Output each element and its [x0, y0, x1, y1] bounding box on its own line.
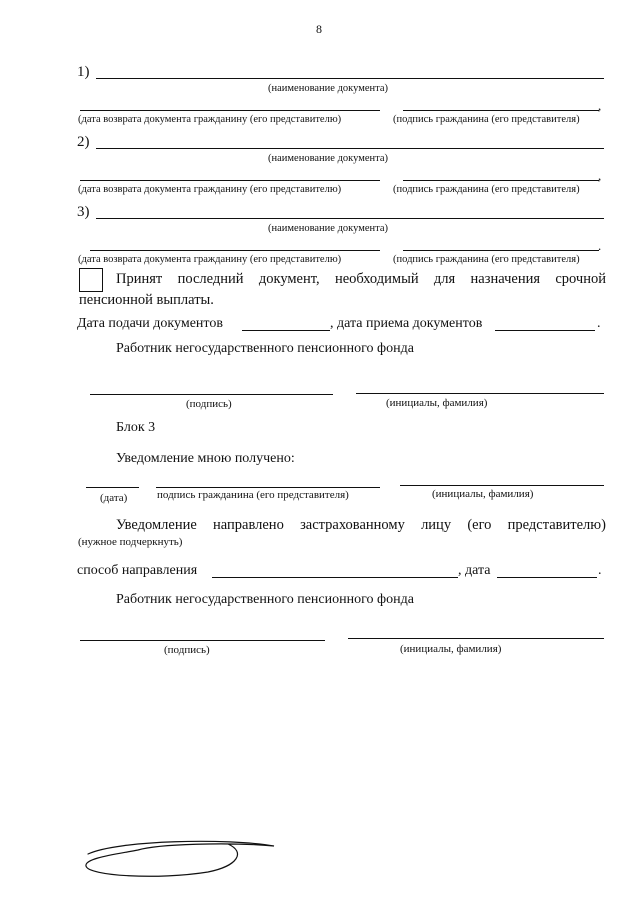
worker-signature-line[interactable]	[80, 640, 325, 641]
signature-line[interactable]	[403, 110, 599, 111]
return-date-line[interactable]	[90, 250, 380, 251]
receipt-initials-line[interactable]	[400, 485, 604, 486]
receipt-signature-caption: подпись гражданина (его представителя)	[157, 489, 349, 501]
worker-signature-caption: (подпись)	[164, 644, 210, 656]
delivery-method-line[interactable]	[212, 577, 458, 578]
receipt-date-line[interactable]	[86, 487, 139, 488]
delivery-end: .	[598, 563, 602, 578]
delivery-date-line[interactable]	[497, 577, 597, 578]
return-date-caption: (дата возврата документа гражданину (его представителю)	[78, 254, 342, 265]
document-name-caption: (наименование документа)	[268, 153, 389, 164]
receipt-signature-line[interactable]	[156, 487, 380, 488]
underline-note: (нужное подчеркнуть)	[78, 536, 183, 548]
signature-caption: (подпись гражданина (его представителя)	[393, 184, 580, 195]
worker-signature-line[interactable]	[90, 394, 333, 395]
document-name-line[interactable]	[96, 78, 604, 79]
worker-initials-line[interactable]	[348, 638, 604, 639]
worker-initials-caption: (инициалы, фамилия)	[400, 643, 502, 655]
delivery-method-label: способ направления	[77, 563, 198, 578]
item-number: 2)	[77, 134, 90, 150]
handwritten-signature	[78, 832, 288, 892]
worker-initials-caption: (инициалы, фамилия)	[386, 397, 488, 409]
separator: .	[598, 238, 602, 253]
signature-caption: (подпись гражданина (его представителя)	[393, 114, 580, 125]
item-number: 3)	[77, 204, 90, 220]
worker-title: Работник негосударственного пенсионного фонда	[116, 341, 414, 356]
last-document-checkbox[interactable]	[79, 268, 103, 292]
notification-received-label: Уведомление мною получено:	[116, 451, 295, 466]
document-name-line[interactable]	[96, 148, 604, 149]
receipt-initials-caption: (инициалы, фамилия)	[432, 488, 534, 500]
submission-date-label: Дата подачи документов	[77, 316, 223, 331]
signature-line[interactable]	[403, 180, 599, 181]
last-document-text-line1: Принят последний документ, необходимый для назначения срочной	[116, 271, 606, 287]
return-date-caption: (дата возврата документа гражданину (его представителю)	[78, 184, 342, 195]
notification-sent-text: Уведомление направлено застрахованному лицу (его представителю)	[116, 517, 606, 533]
signature-caption: (подпись гражданина (его представителя)	[393, 254, 580, 265]
page-number: 8	[316, 22, 322, 36]
worker-signature-caption: (подпись)	[186, 398, 232, 410]
return-date-line[interactable]	[80, 110, 380, 111]
item-number: 1)	[77, 64, 90, 80]
receipt-date-caption: (дата)	[100, 492, 128, 504]
document-name-line[interactable]	[96, 218, 604, 219]
delivery-date-label: , дата	[458, 563, 491, 578]
worker-initials-line[interactable]	[356, 393, 604, 394]
document-name-caption: (наименование документа)	[268, 223, 389, 234]
return-date-caption: (дата возврата документа гражданину (его представителю)	[78, 114, 342, 125]
submission-date-line[interactable]	[242, 330, 330, 331]
dates-end: .	[597, 316, 601, 331]
block-3-title: Блок 3	[116, 420, 156, 435]
document-name-caption: (наименование документа)	[268, 83, 389, 94]
last-document-text-line2: пенсионной выплаты.	[79, 292, 214, 308]
signature-line[interactable]	[403, 250, 599, 251]
separator: ,	[598, 98, 602, 113]
separator: ,	[598, 168, 602, 183]
return-date-line[interactable]	[80, 180, 380, 181]
worker-title: Работник негосударственного пенсионного фонда	[116, 592, 414, 607]
acceptance-date-label: , дата приема документов	[330, 316, 483, 331]
acceptance-date-line[interactable]	[495, 330, 595, 331]
